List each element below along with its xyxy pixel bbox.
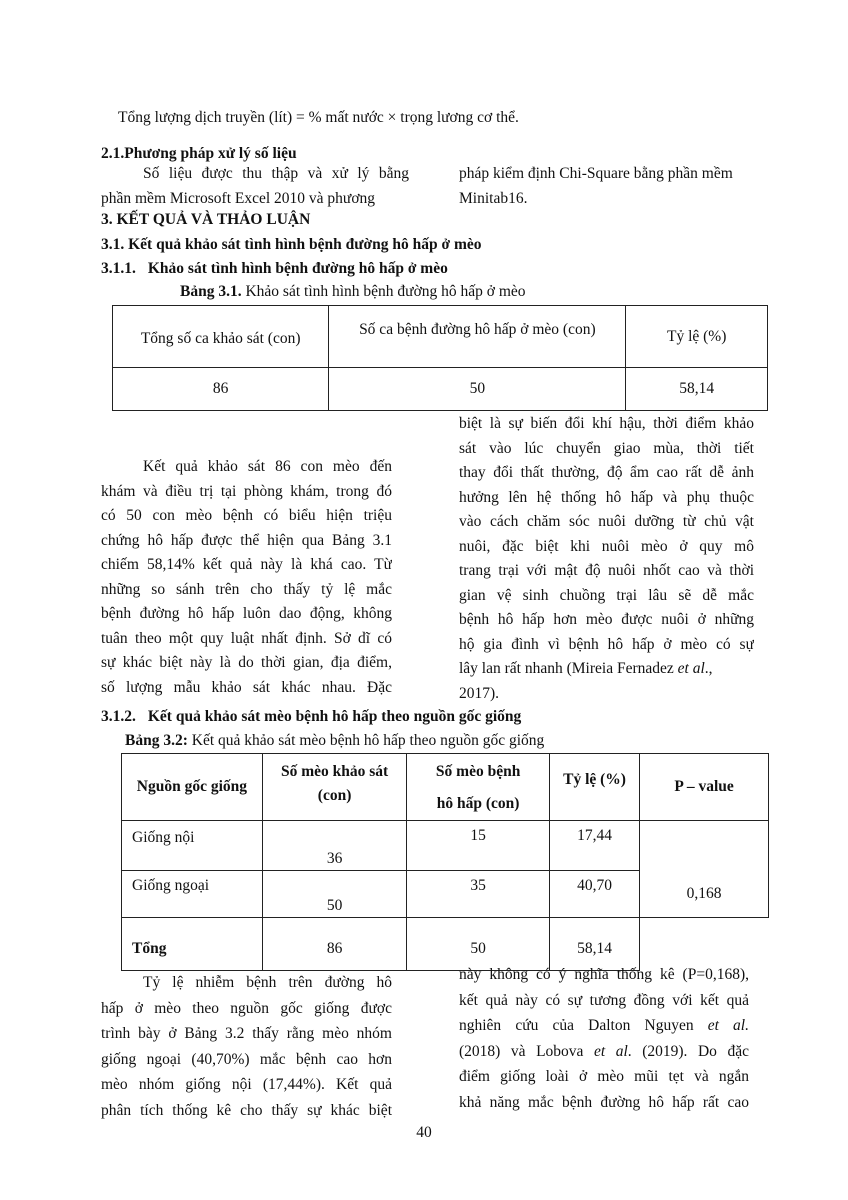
- text-line: Số liệu được thu thập và xử lý bằng: [143, 165, 409, 182]
- text-line: khám và điều trị tại phòng khám, trong đó: [101, 482, 392, 500]
- text-line: sát vào lúc chuyển giao mùa, thời tiết: [459, 439, 754, 457]
- text-line: vào cách chăm sóc nuôi dưỡng từ chủ vật: [459, 513, 754, 530]
- table-2-cell-origin: Giống nội: [122, 821, 263, 871]
- table-1-header-total: Tổng số ca khảo sát (con): [113, 306, 329, 368]
- text-line: trình bày ở Bảng 3.2 thấy rằng mèo nhóm: [101, 1025, 392, 1042]
- table-2-header-pvalue: P – value: [640, 754, 769, 821]
- section-3-heading: 3. KẾT QUẢ VÀ THẢO LUẬN: [101, 211, 311, 228]
- caption-text: Khảo sát tình hình bệnh đường hô hấp ở mèo: [241, 283, 526, 300]
- citation-italic: et al: [677, 660, 705, 677]
- text-line: hấp ở mèo theo nguồn gốc giống được: [101, 999, 392, 1017]
- text-line: phân tích thống kê cho thấy sự khác biệt: [101, 1101, 392, 1119]
- paragraph-1-right: [459, 412, 754, 706]
- text-line: (2018) và Lobova et al. (2019). Do đặc: [459, 1042, 749, 1060]
- text-line: số lượng mẫu khảo sát khác nhau. Đặc: [101, 678, 392, 696]
- text-line: hưởng lên hệ thống hô hấp và phụ thuộc: [459, 488, 754, 506]
- text-line: Kết quả khảo sát 86 con mèo đến: [143, 458, 392, 475]
- table-2-cell: 58,14: [549, 918, 639, 971]
- table-2-caption: [125, 729, 544, 754]
- table-2-cell: 50: [407, 918, 550, 971]
- table-2-header-sick: Số mèo bệnh hô hấp (con): [407, 754, 550, 821]
- text-line: phần mềm Microsoft Excel 2010 và phương: [101, 189, 376, 207]
- heading-number: 3.1.1.: [101, 260, 136, 277]
- intro-line: Tổng lượng dịch truyền (lít) = % mất nước × trọng lương cơ thể.: [118, 109, 519, 126]
- text-line: nuôi, đặc biệt khi nuôi mèo ở quy mô: [459, 537, 754, 555]
- caption-label: Bảng 3.2:: [125, 732, 188, 749]
- text-line: kết quả này có sự tương đồng với kết quả: [459, 991, 749, 1009]
- text-line: chứng hô hấp được thể hiện qua Bảng 3.1: [101, 531, 392, 549]
- paragraph-1-left: [101, 455, 392, 700]
- caption-text: Kết quả khảo sát mèo bệnh hô hấp theo nguồn gốc giống: [187, 732, 545, 749]
- text-line: trang trại với mật độ nuôi nhốt cao và thời: [459, 562, 754, 579]
- paragraph-2-left: [101, 970, 392, 1123]
- text-line: tuân theo một quy luật nhất định. Sở dĩ có: [101, 629, 392, 647]
- table-2-cell: 15: [407, 821, 550, 871]
- text-line: Minitab16.: [459, 189, 528, 207]
- table-2-cell: 17,44: [549, 821, 639, 871]
- text-line: khả năng mắc bệnh đường hô hấp rất cao: [459, 1093, 749, 1111]
- text-line: Tỷ lệ nhiễm bệnh trên đường hô: [143, 974, 392, 991]
- section-3-1-2-heading: [101, 705, 521, 730]
- text-line: bệnh đường hô hấp luôn dao động, không: [101, 605, 392, 622]
- heading-number: 3.1.2.: [101, 708, 136, 725]
- text-line: có 50 con mèo bệnh có biểu hiện triệu: [101, 507, 392, 524]
- text-line: những so sánh trên cho thấy tỷ lệ mắc: [101, 580, 392, 598]
- heading-text: Khảo sát tình hình bệnh đường hô hấp ở mèo: [147, 260, 448, 277]
- table-2: [121, 753, 769, 971]
- text-line: pháp kiểm định Chi-Square bằng phần mềm: [459, 165, 733, 182]
- text-line: sự khác biệt này là do thời gian, địa điểm,: [101, 654, 392, 671]
- table-2-cell: 86: [262, 918, 407, 971]
- text-line: gian vệ sinh chuồng trại lâu sẽ dễ mắc: [459, 586, 754, 604]
- text-line: hộ gia đình vì bệnh hô hấp ở mèo có sự: [459, 635, 754, 653]
- text-line: nghiên cứu của Dalton Nguyen et al.: [459, 1017, 749, 1034]
- table-2-cell-origin: Giống ngoại: [122, 871, 263, 918]
- table-2-pvalue-cell: 0,168: [640, 821, 769, 918]
- text-line: lây lan rất nhanh (Mireia Fernadez et al.,: [459, 660, 713, 677]
- text-line: giống ngoại (40,70%) mắc bệnh cao hơn: [101, 1050, 392, 1068]
- caption-label: Bảng 3.1.: [180, 283, 242, 300]
- section-2-1-right-column: [459, 162, 769, 211]
- paragraph-2-right: [459, 962, 749, 1115]
- text-line: thay đổi thất thường, độ ẩm cao rất dễ ảnh: [459, 464, 754, 481]
- table-1-cell: 58,14: [626, 368, 768, 411]
- table-2-header-rate: Tỷ lệ (%): [549, 754, 639, 821]
- table-1-header-sick: Số ca bệnh đường hô hấp ở mèo (con): [329, 306, 626, 368]
- text-line: chiếm 58,14% kết quả này là khá cao. Từ: [101, 556, 392, 573]
- text-line: 2017).: [459, 684, 500, 702]
- section-2-1-left-column: [101, 162, 409, 211]
- table-2-header-surveyed: Số mèo khảo sát (con): [262, 754, 407, 821]
- table-1-caption: [180, 280, 526, 305]
- text-line: biệt là sự biến đổi khí hậu, thời điểm khảo: [459, 415, 754, 432]
- section-2-1-heading: 2.1.Phương pháp xử lý số liệu: [101, 145, 297, 162]
- table-2-cell: 40,70: [549, 871, 639, 918]
- table-2-cell-total: Tổng: [122, 918, 263, 971]
- text-line: bệnh hô hấp hơn mèo được nuôi ở những: [459, 611, 754, 628]
- text-line: điểm giống loài ở mèo mũi tẹt và ngắn: [459, 1068, 749, 1085]
- citation-italic: et al.: [707, 1017, 749, 1034]
- table-1-cell: 50: [329, 368, 626, 411]
- heading-text: Kết quả khảo sát mèo bệnh hô hấp theo nguồn gốc giống: [147, 708, 522, 725]
- table-2-cell: 36: [262, 821, 407, 871]
- table-1: [112, 305, 768, 411]
- table-1-cell: 86: [113, 368, 329, 411]
- section-3-1-1-heading: [101, 257, 448, 282]
- text-line: này không có ý nghĩa thống kê (P=0,168),: [459, 966, 749, 983]
- table-2-cell: 35: [407, 871, 550, 918]
- section-3-1-heading: 3.1. Kết quả khảo sát tình hình bệnh đường hô hấp ở mèo: [101, 236, 482, 253]
- table-2-header-origin: Nguồn gốc giống: [122, 754, 263, 821]
- table-1-header-rate: Tỷ lệ (%): [626, 306, 768, 368]
- text-line: mèo nhóm giống nội (17,44%). Kết quả: [101, 1076, 392, 1093]
- table-2-cell: 50: [262, 871, 407, 918]
- page-number: 40: [416, 1124, 432, 1141]
- citation-italic: et al: [593, 1042, 628, 1060]
